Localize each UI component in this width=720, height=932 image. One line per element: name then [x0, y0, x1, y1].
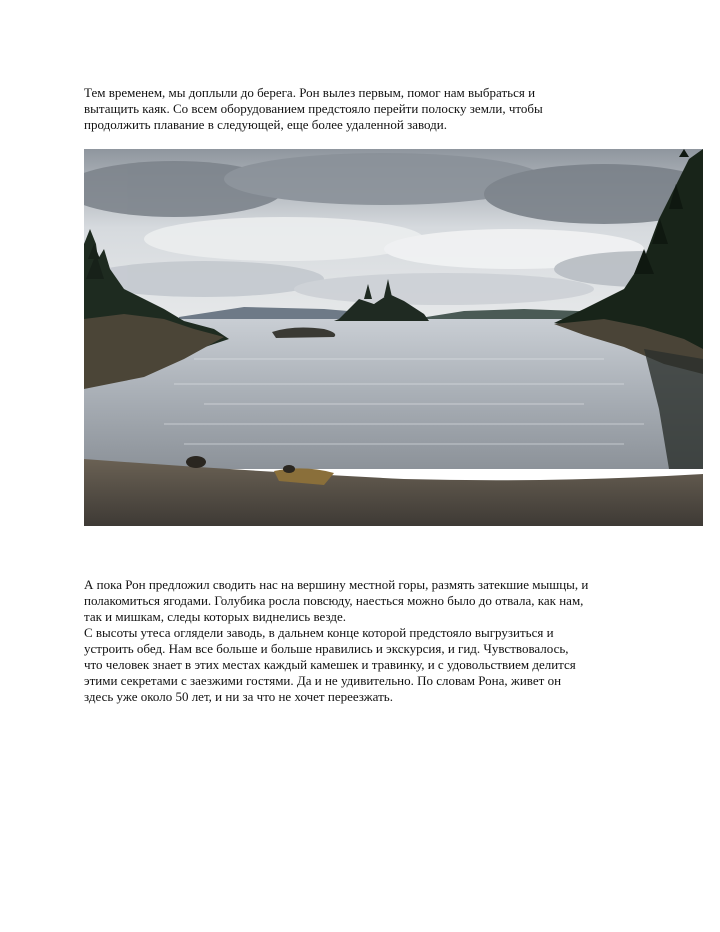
text-line: что человек знает в этих местах каждый камешек и травинку, и с удовольствием делится	[84, 657, 576, 672]
text-line: продолжить плавание в следующей, еще более удаленной заводи.	[84, 117, 447, 132]
cove-photo	[84, 149, 703, 526]
cove-landscape-image	[84, 149, 703, 526]
text-line: устроить обед. Нам все больше и больше нравились и экскурсия, и гид. Чувствовалось,	[84, 641, 569, 656]
text-line: А пока Рон предложил сводить нас на вершину местной горы, размять затекшие мышцы, и	[84, 577, 589, 592]
text-line: полакомиться ягодами. Голубика росла повсюду, наесться можно было до отвала, как нам,	[84, 593, 584, 608]
rock	[186, 456, 206, 468]
paragraph-intro	[84, 85, 644, 133]
text-line: здесь уже около 50 лет, и ни за что не хочет переезжать.	[84, 689, 393, 704]
text-line: вытащить каяк. Со всем оборудованием предстояло перейти полоску земли, чтобы	[84, 101, 543, 116]
text-line: С высоты утеса оглядели заводь, в дальнем конце которой предстояло выгрузиться и	[84, 625, 554, 640]
rock	[283, 465, 295, 473]
text-line: этими секретами с заезжими гостями. Да и не удивительно. По словам Рона, живет он	[84, 673, 562, 688]
pebble-beach	[84, 459, 703, 526]
text-line: Тем временем, мы доплыли до берега. Рон вылез первым, помог нам выбраться и	[84, 85, 536, 100]
paragraph-hike	[84, 577, 644, 705]
text-line: так и мишкам, следы которых виднелись везде.	[84, 609, 346, 624]
